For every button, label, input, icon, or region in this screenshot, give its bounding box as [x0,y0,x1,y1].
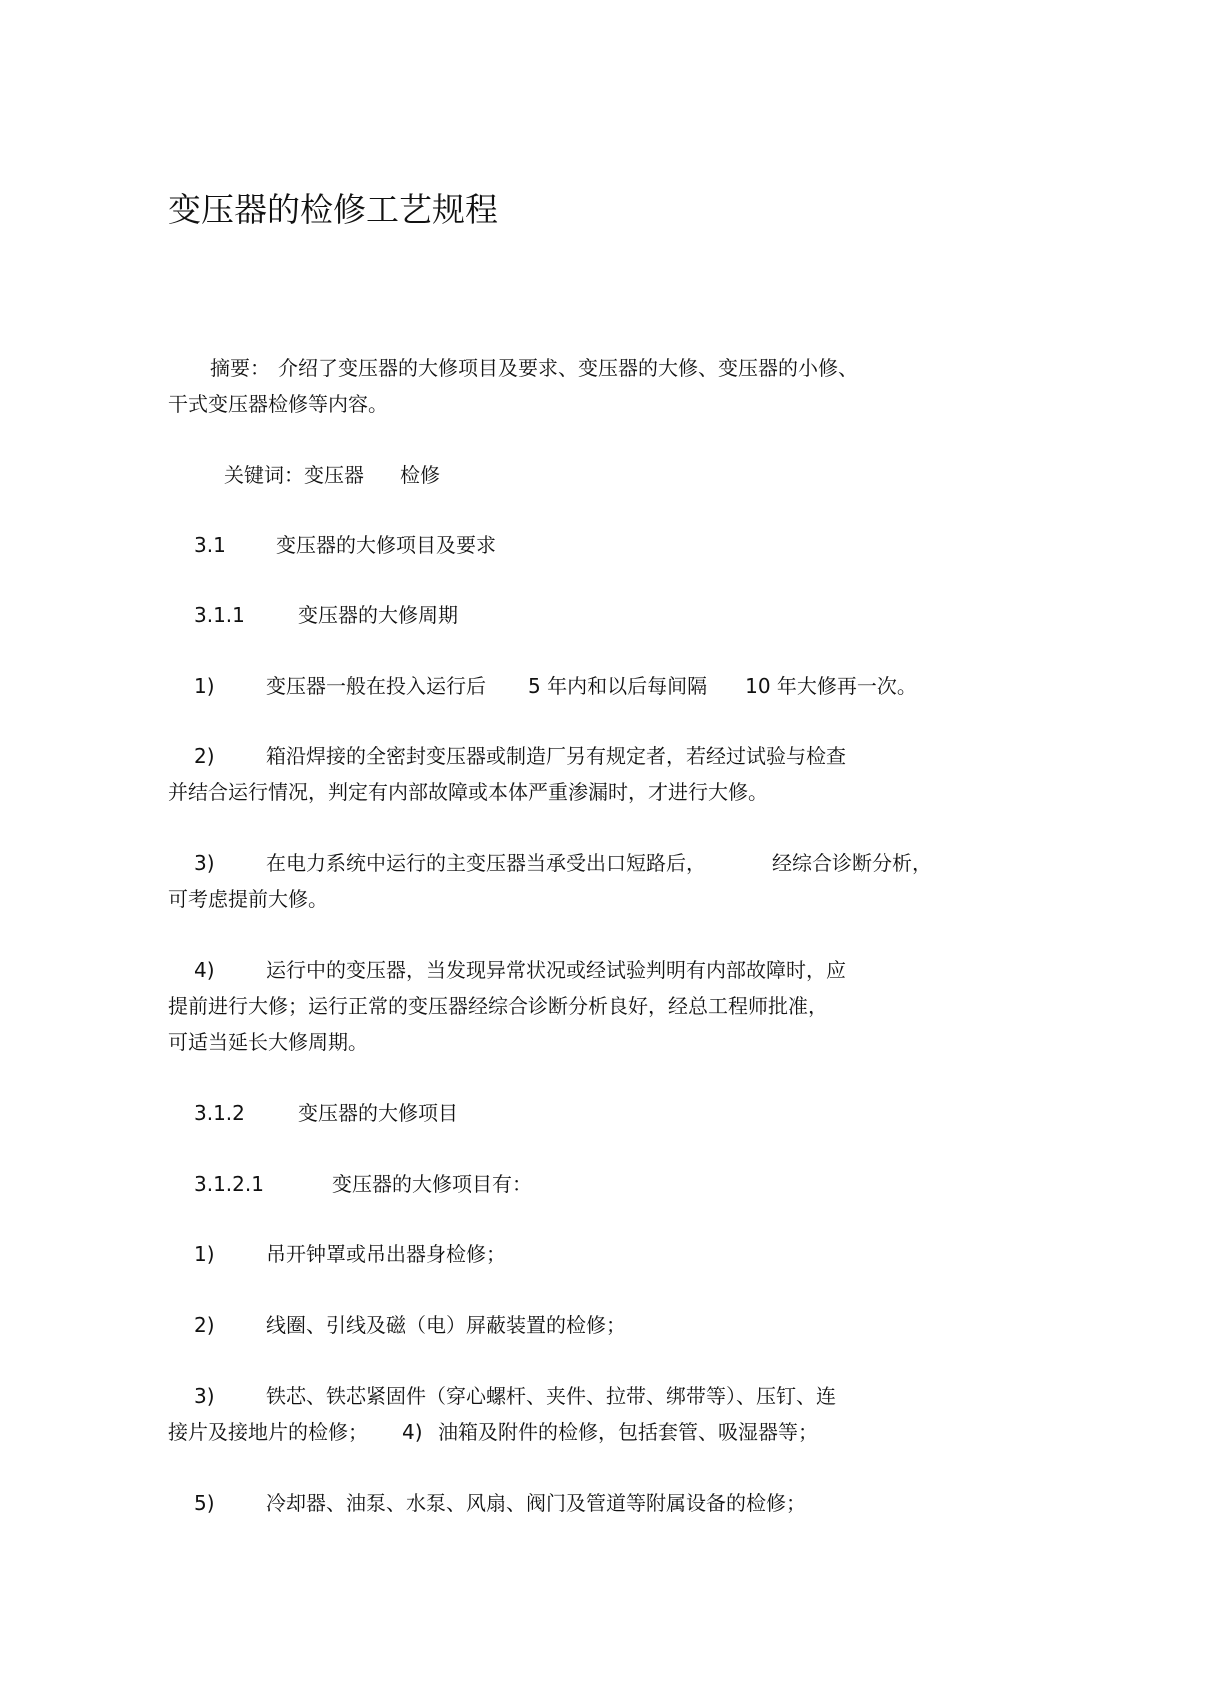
period-item-2-line-1 [194,744,846,768]
item-text-part2: 5 年内和以后每间隔 [528,674,708,698]
period-item-3-line-1 [194,851,932,875]
section-3-1-2-1 [194,1172,532,1196]
item-text: 运行中的变压器，当发现异常状况或经试验判明有内部故障时，应 [266,958,846,982]
project-item-3-line-2 [168,1420,818,1444]
section-heading: 变压器的大修项目有： [332,1172,532,1196]
period-item-4-line-2: 提前进行大修；运行正常的变压器经综合诊断分析良好，经总工程师批准， [168,994,828,1018]
project-item-5 [194,1491,806,1515]
abstract-line-2: 干式变压器检修等内容。 [168,392,388,416]
item-number: 3) [194,1384,215,1408]
document-title: 变压器的检修工艺规程 [168,190,498,229]
section-heading: 变压器的大修周期 [298,603,458,627]
section-number: 3.1.2.1 [194,1172,264,1196]
period-item-4-line-1 [194,958,846,982]
abstract-label: 摘要： [210,356,270,380]
item-text-part3: 10 年大修再一次。 [745,674,917,698]
section-number: 3.1.1 [194,603,245,627]
item-number-inline: 4) [402,1420,423,1444]
section-3-1-1 [194,603,458,627]
item-number: 5) [194,1491,215,1515]
item-text-a: 在电力系统中运行的主变压器当承受出口短路后， [266,851,706,875]
section-number: 3.1.2 [194,1101,245,1125]
item-text: 铁芯、铁芯紧固件（穿心螺杆、夹件、拉带、绑带等）、压钉、连 [266,1384,836,1408]
section-heading: 变压器的大修项目 [298,1101,458,1125]
keyword-term-1: 变压器 [304,463,364,487]
item-text-a: 接片及接地片的检修； [168,1420,368,1444]
period-item-2-line-2: 并结合运行情况，判定有内部故障或本体严重渗漏时，才进行大修。 [168,780,768,804]
section-number: 3.1 [194,533,226,557]
project-item-3-line-1 [194,1384,836,1408]
item-number: 2) [194,744,215,768]
section-3-1 [194,533,496,557]
item-text-b: 油箱及附件的检修，包括套管、吸湿器等； [438,1420,818,1444]
item-number: 3) [194,851,215,875]
abstract-line-1 [210,356,858,380]
period-item-1 [194,674,917,698]
item-text-part1: 变压器一般在投入运行后 [266,674,486,698]
keywords-line [224,463,440,487]
keyword-term-2: 检修 [400,463,440,487]
period-item-3-line-2: 可考虑提前大修。 [168,887,328,911]
abstract-text-1: 介绍了变压器的大修项目及要求、变压器的大修、变压器的小修、 [278,356,858,380]
item-text: 箱沿焊接的全密封变压器或制造厂另有规定者，若经过试验与检查 [266,744,846,768]
keywords-label: 关键词： [224,463,304,487]
project-item-1 [194,1242,506,1266]
item-number: 2) [194,1313,215,1337]
project-item-2 [194,1313,626,1337]
section-heading: 变压器的大修项目及要求 [276,533,496,557]
period-item-4-line-3: 可适当延长大修周期。 [168,1030,368,1054]
item-number: 1) [194,1242,215,1266]
item-number: 1) [194,674,215,698]
item-text-b: 经综合诊断分析， [772,851,932,875]
section-3-1-2 [194,1101,458,1125]
item-text: 线圈、引线及磁（电）屏蔽装置的检修； [266,1313,626,1337]
item-text: 冷却器、油泵、水泵、风扇、阀门及管道等附属设备的检修； [266,1491,806,1515]
item-number: 4) [194,958,215,982]
item-text: 吊开钟罩或吊出器身检修； [266,1242,506,1266]
